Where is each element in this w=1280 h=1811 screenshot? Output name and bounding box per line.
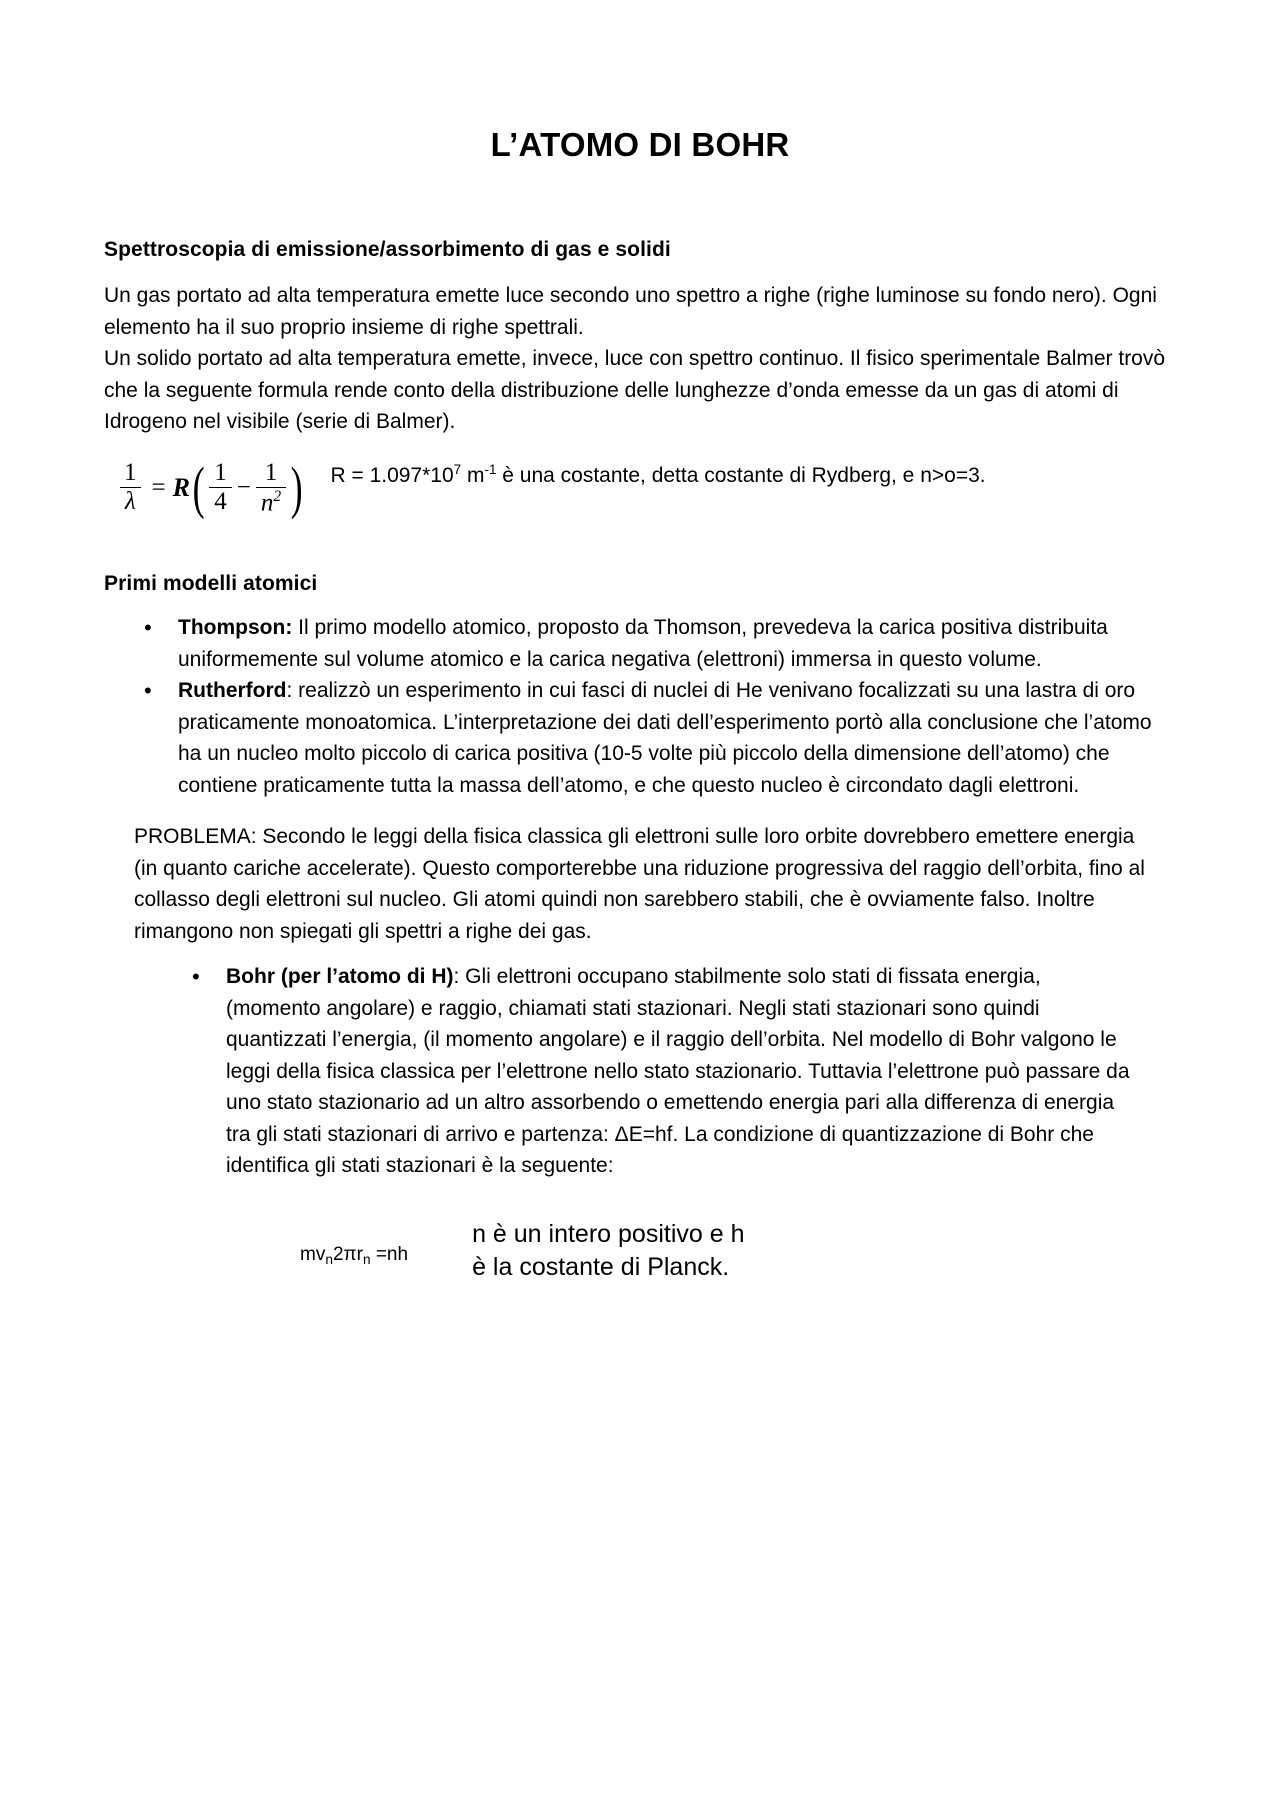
paragraph-problema: PROBLEMA: Secondo le leggi della fisica classica gli elettroni sulle loro orbite dovrebbero emettere energia (in quanto cariche accelerate). Questo comporterebbe una riduzione progressiva del raggio dell’orbita, fino al collasso degli elettroni sul nucleo. Gli atomi quindi non sarebbero stabili, che è ovviamente falso. Inoltre rimangono non spiegati gli spettri a righe dei gas.	[134, 825, 1145, 943]
quantization-expr-prefix: mv	[300, 1243, 326, 1265]
balmer-frac2-den-exponent: 2	[273, 487, 282, 505]
balmer-num-one: 1	[124, 459, 137, 487]
balmer-paren-close: )	[290, 454, 303, 520]
balmer-frac1-den: 4	[209, 487, 232, 515]
planck-note-line-1: n è un intero positivo e h	[472, 1219, 745, 1248]
bullet-label-bohr: Bohr (per l’atomo di H)	[226, 965, 454, 989]
rydberg-note-prefix: R = 1.097*10	[330, 463, 454, 487]
fraction-one-over-lambda	[119, 460, 142, 516]
paragraph-spettroscopia: Un gas portato ad alta temperatura emette luce secondo uno spettro a righe (righe luminose su fondo nero). Ogni elemento ha il suo proprio insieme di righe spettrali. Un solido portato ad alta temperatura emette, invece, luce con spettro continuo. Il fisico sperimentale Balmer trovò che la seguente formula rende conto della distribuzione delle lunghezze d’onda emesse da un gas di atomi di Idrogeno nel visibile (serie di Balmer).	[104, 284, 1166, 433]
bullet-icon: •	[192, 964, 200, 990]
balmer-rydberg-symbol: R	[172, 472, 190, 502]
bullet-label-rutherford: Rutherford	[178, 679, 287, 703]
balmer-paren-open: (	[192, 454, 205, 520]
balmer-frac2-den-base: n	[260, 489, 274, 517]
balmer-den-lambda: λ	[120, 487, 141, 515]
quantization-subscript-n-1: n	[325, 1251, 333, 1267]
quantization-subscript-n-2: n	[362, 1251, 371, 1267]
balmer-minus-sign: −	[236, 473, 251, 501]
bullet-text-bohr: : Gli elettroni occupano stabilmente solo stati di fissata energia, (momento angolare) e raggio, chiamati stati stazionari. Negli stati stazionari sono quindi quantizzati l’energia, (il momento angolare) e il raggio dell’orbita. Nel modello di Bohr valgono le leggi della fisica classica per l’elettrone nello stato stazionario. Tuttavia l’elettrone può passare da uno stato stazionario ad un altro assorbendo o emettendo energia pari alla differenza di energia tra gli stati stazionari di arrivo e partenza: ΔE=hf. La condizione di quantizzazione di Bohr che identifica gli stati stazionari è la seguente:	[226, 965, 1130, 1178]
balmer-equation	[104, 452, 304, 520]
planck-constant-note	[408, 1218, 744, 1284]
bullet-label-thompson: Thompson:	[178, 616, 293, 640]
list-item	[104, 675, 1176, 801]
bohr-bullet-list	[104, 947, 1176, 1182]
rydberg-note-unit-exponent: -1	[484, 461, 497, 477]
quantization-equation	[300, 1218, 408, 1266]
rydberg-note-exponent: 7	[453, 461, 462, 477]
rydberg-constant-note	[304, 452, 1176, 492]
planck-note-line-2: è la costante di Planck.	[472, 1252, 730, 1281]
bullet-text-rutherford: : realizzò un esperimento in cui fasci di nuclei di He venivano focalizzati su una lastra di oro praticamente monoatomica. L’interpretazione dei dati dell’esperimento portò alla conclusione che l’atomo ha un nucleo molto piccolo di carica positiva (10-5 volte più piccolo della dimensione dell’atomo) che contiene praticamente tutta la massa dell’atomo, e che questo nucleo è circondato dagli elettroni.	[178, 679, 1152, 797]
heading-spettroscopia: Spettroscopia di emissione/assorbimento di gas e solidi	[104, 238, 671, 261]
balmer-equals-sign: =	[151, 473, 166, 501]
balmer-frac2-den	[256, 487, 286, 517]
balmer-formula-row	[104, 438, 1176, 520]
page-title: L’ATOMO DI BOHR	[490, 126, 790, 163]
rydberg-note-suffix: è una costante, detta costante di Rydberg, e n>o=3.	[496, 463, 986, 487]
balmer-frac2-num: 1	[264, 458, 278, 486]
heading-primi-modelli-atomici: Primi modelli atomici	[104, 572, 318, 596]
fraction-one-over-four	[209, 460, 232, 516]
quantization-formula-row	[104, 1182, 1176, 1284]
bullet-icon: •	[144, 678, 152, 704]
models-bullet-list	[104, 596, 1176, 801]
list-item	[104, 612, 1176, 675]
quantization-expr-middle: 2πr	[332, 1243, 363, 1265]
list-item	[104, 961, 1176, 1182]
rydberg-note-unit: m	[461, 463, 485, 487]
bullet-icon: •	[144, 615, 152, 641]
fraction-one-over-n-squared	[256, 460, 286, 517]
quantization-expr-suffix: =nh	[370, 1243, 409, 1265]
balmer-frac1-num: 1	[214, 459, 227, 487]
bullet-text-thompson: Il primo modello atomico, proposto da Thomson, prevedeva la carica positiva distribuita uniformemente sul volume atomico e la carica negativa (elettroni) immersa in questo volume.	[178, 616, 1108, 671]
